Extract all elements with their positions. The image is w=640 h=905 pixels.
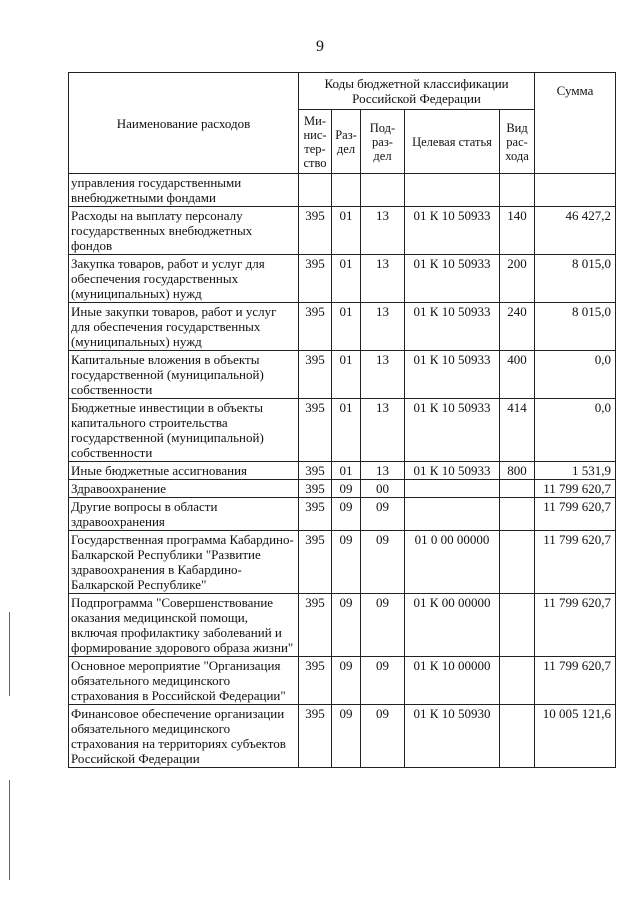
row-subsection: 09 xyxy=(361,657,405,705)
row-type xyxy=(500,531,535,594)
table-row xyxy=(69,255,616,303)
row-ministry: 395 xyxy=(299,498,332,531)
row-name: Другие вопросы в области здравоохранения xyxy=(69,498,299,531)
row-subsection: 13 xyxy=(361,351,405,399)
row-ministry: 395 xyxy=(299,657,332,705)
row-subsection: 09 xyxy=(361,498,405,531)
table-row xyxy=(69,657,616,705)
row-ministry: 395 xyxy=(299,399,332,462)
header-expense-type: Вид рас- хода xyxy=(500,110,535,174)
row-type: 200 xyxy=(500,255,535,303)
row-type: 240 xyxy=(500,303,535,351)
table-row xyxy=(69,207,616,255)
row-name: Подпрограмма "Совершенствование оказания медицинской помощи, включая профилактику заболеваний и формирование здорового образа жизни" xyxy=(69,594,299,657)
budget-table xyxy=(68,72,616,768)
row-ministry: 395 xyxy=(299,303,332,351)
header-section: Раз- дел xyxy=(332,110,361,174)
row-section: 01 xyxy=(332,207,361,255)
row-sum: 8 015,0 xyxy=(535,255,616,303)
row-section xyxy=(332,174,361,207)
row-ministry: 395 xyxy=(299,705,332,768)
row-section: 09 xyxy=(332,705,361,768)
row-target: 01 К 10 50933 xyxy=(405,399,500,462)
row-subsection: 00 xyxy=(361,480,405,498)
row-ministry: 395 xyxy=(299,480,332,498)
table-row xyxy=(69,480,616,498)
row-ministry: 395 xyxy=(299,531,332,594)
row-section: 09 xyxy=(332,594,361,657)
row-subsection: 13 xyxy=(361,255,405,303)
row-target: 01 К 10 00000 xyxy=(405,657,500,705)
table-row xyxy=(69,303,616,351)
row-target: 01 К 10 50933 xyxy=(405,255,500,303)
row-section: 01 xyxy=(332,462,361,480)
row-sum: 11 799 620,7 xyxy=(535,531,616,594)
table-row xyxy=(69,594,616,657)
row-subsection: 09 xyxy=(361,594,405,657)
row-name: управления государственными внебюджетными фондами xyxy=(69,174,299,207)
row-type xyxy=(500,480,535,498)
row-target: 01 К 10 50933 xyxy=(405,207,500,255)
row-sum: 1 531,9 xyxy=(535,462,616,480)
row-name: Иные бюджетные ассигнования xyxy=(69,462,299,480)
row-section: 01 xyxy=(332,255,361,303)
row-name: Финансовое обеспечение организации обязательного медицинского страхования на территориях субъектов Российской Федерации xyxy=(69,705,299,768)
row-type: 140 xyxy=(500,207,535,255)
row-sum: 8 015,0 xyxy=(535,303,616,351)
row-name: Здравоохранение xyxy=(69,480,299,498)
table-row xyxy=(69,351,616,399)
table-row xyxy=(69,498,616,531)
row-section: 09 xyxy=(332,498,361,531)
row-name: Капитальные вложения в объекты государственной (муниципальной) собственности xyxy=(69,351,299,399)
row-target: 01 К 10 50933 xyxy=(405,351,500,399)
row-sum: 0,0 xyxy=(535,351,616,399)
table-row xyxy=(69,174,616,207)
row-type xyxy=(500,594,535,657)
row-section: 09 xyxy=(332,480,361,498)
row-target: 01 К 10 50933 xyxy=(405,462,500,480)
row-subsection: 09 xyxy=(361,705,405,768)
row-name: Государственная программа Кабардино-Балкарской Республики "Развитие здравоохранения в Кабардино-Балкарской Республике" xyxy=(69,531,299,594)
row-type: 800 xyxy=(500,462,535,480)
row-subsection: 13 xyxy=(361,399,405,462)
header-subsection: Под- раз- дел xyxy=(361,110,405,174)
row-sum: 10 005 121,6 xyxy=(535,705,616,768)
row-type: 414 xyxy=(500,399,535,462)
header-target: Целевая статья xyxy=(405,110,500,174)
row-subsection: 09 xyxy=(361,531,405,594)
row-sum: 11 799 620,7 xyxy=(535,498,616,531)
row-subsection: 13 xyxy=(361,207,405,255)
page-number: 9 xyxy=(316,38,324,55)
row-subsection: 13 xyxy=(361,462,405,480)
row-target xyxy=(405,498,500,531)
header-codes: Коды бюджетной классификации Российской Федерации xyxy=(299,73,535,110)
row-target: 01 0 00 00000 xyxy=(405,531,500,594)
row-section: 09 xyxy=(332,531,361,594)
row-target: 01 К 10 50933 xyxy=(405,303,500,351)
row-ministry: 395 xyxy=(299,594,332,657)
row-ministry xyxy=(299,174,332,207)
row-subsection xyxy=(361,174,405,207)
row-name: Основное мероприятие "Организация обязательного медицинского страхования в Российской Федерации" xyxy=(69,657,299,705)
row-sum: 46 427,2 xyxy=(535,207,616,255)
row-name: Закупка товаров, работ и услуг для обеспечения государственных (муниципальных) нужд xyxy=(69,255,299,303)
row-sum: 0,0 xyxy=(535,399,616,462)
header-sum: Сумма xyxy=(535,73,616,174)
row-ministry: 395 xyxy=(299,351,332,399)
row-ministry: 395 xyxy=(299,255,332,303)
margin-line xyxy=(9,612,10,696)
row-ministry: 395 xyxy=(299,207,332,255)
header-ministry: Ми- нис- тер- ство xyxy=(299,110,332,174)
row-section: 01 xyxy=(332,351,361,399)
row-type xyxy=(500,498,535,531)
table-row xyxy=(69,462,616,480)
row-subsection: 13 xyxy=(361,303,405,351)
row-target: 01 К 10 50930 xyxy=(405,705,500,768)
row-target: 01 К 00 00000 xyxy=(405,594,500,657)
row-target xyxy=(405,174,500,207)
row-sum: 11 799 620,7 xyxy=(535,594,616,657)
margin-line xyxy=(9,780,10,880)
row-section: 09 xyxy=(332,657,361,705)
table-row xyxy=(69,705,616,768)
table-row xyxy=(69,399,616,462)
row-type xyxy=(500,657,535,705)
header-name: Наименование расходов xyxy=(69,73,299,174)
row-ministry: 395 xyxy=(299,462,332,480)
row-section: 01 xyxy=(332,303,361,351)
row-type xyxy=(500,705,535,768)
table-row xyxy=(69,531,616,594)
row-target xyxy=(405,480,500,498)
row-sum: 11 799 620,7 xyxy=(535,657,616,705)
row-name: Иные закупки товаров, работ и услуг для обеспечения государственных (муниципальных) нужд xyxy=(69,303,299,351)
row-sum: 11 799 620,7 xyxy=(535,480,616,498)
row-type: 400 xyxy=(500,351,535,399)
row-name: Бюджетные инвестиции в объекты капитального строительства государственной (муниципальной) собственности xyxy=(69,399,299,462)
row-name: Расходы на выплату персоналу государственных внебюджетных фондов xyxy=(69,207,299,255)
row-type xyxy=(500,174,535,207)
row-section: 01 xyxy=(332,399,361,462)
row-sum xyxy=(535,174,616,207)
